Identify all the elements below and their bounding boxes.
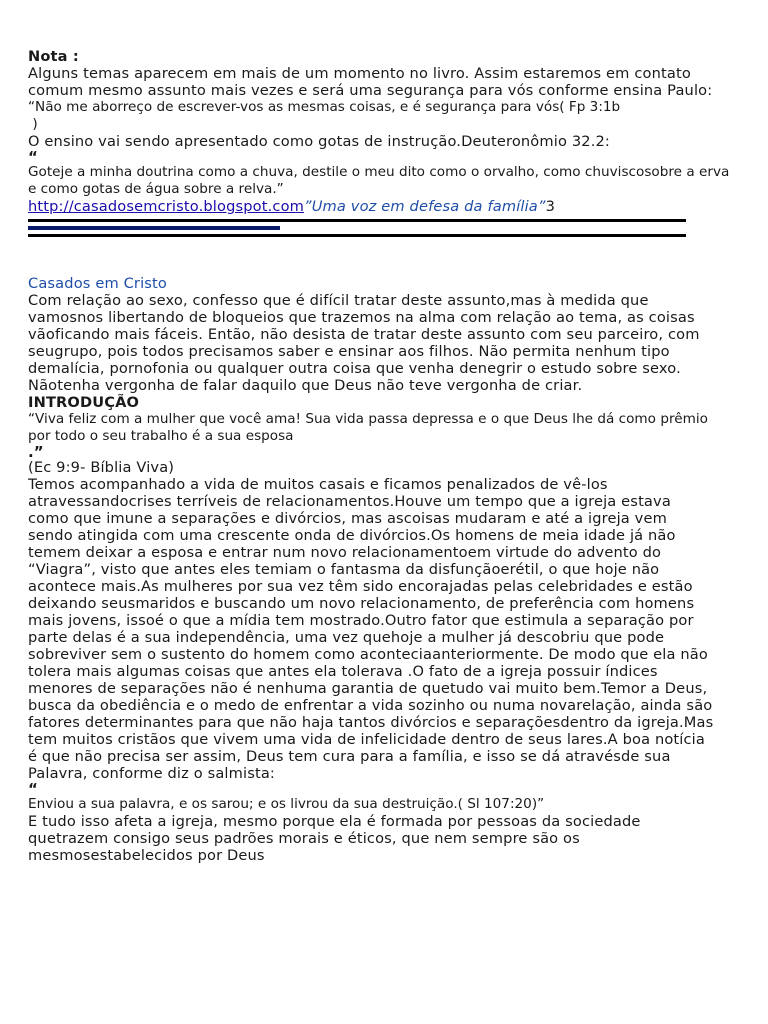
- paragraph2-line-8: deixando seusmaridos e buscando um novo relacionamento, de preferência com homens: [28, 595, 695, 612]
- paragraph2-line-12: tolera mais algumas coisas que antes ela tolerava .O fato de a igreja possuir índices: [28, 663, 658, 680]
- note-quote-line-1: “Não me aborreço de escrever-vos as mesmas coisas, e é segurança para vós( Fp 3:1b: [28, 99, 621, 115]
- paragraph2-line-16: tem muitos cristãos que vivem uma vida de infelicidade dentro de seus lares.A boa notícia: [28, 731, 705, 748]
- paragraph1-line-6: Nãotenha vergonha de falar daquilo que Deus não teve vergonha de criar.: [28, 377, 583, 394]
- paragraph3-line-2: quetrazem consigo seus padrões morais e éticos, que nem sempre são os: [28, 830, 580, 847]
- note-deuteronomy-line: O ensino vai sendo apresentado como gotas de instrução.Deuteronômio 32.2:: [28, 133, 610, 150]
- paragraph2-line-18: Palavra, conforme diz o salmista:: [28, 765, 275, 782]
- intro-quote-line-1: “Viva feliz com a mulher que você ama! Sua vida passa depressa e o que Deus lhe dá como prêmio: [28, 411, 708, 427]
- paragraph2-line-3: como que imune a separações e divórcios, mas ascoisas mudaram e até a igreja vem: [28, 510, 667, 527]
- psalm-quote: Enviou a sua palavra, e os sarou; e os livrou da sua destruição.( Sl 107:20)”: [28, 796, 545, 812]
- paragraph2-line-17: é que não precisa ser assim, Deus tem cura para a família, e isso se dá atravésde sua: [28, 748, 671, 765]
- separator-rule-accent: [28, 226, 280, 230]
- intro-title: INTRODUÇÃO: [28, 394, 140, 411]
- separator-rules: [28, 217, 744, 245]
- paragraph2-line-2: atravessandocrises terríveis de relacionamentos.Houve um tempo que a igreja estava: [28, 493, 671, 510]
- intro-reference: (Ec 9:9- Bíblia Viva): [28, 459, 175, 476]
- blog-link-number: 3: [545, 198, 556, 215]
- psalm-quote-mark: “: [28, 782, 38, 796]
- paragraph1-line-1: Com relação ao sexo, confesso que é difícil tratar deste assunto,mas à medida que: [28, 292, 649, 309]
- blog-link-subtitle: ”Uma voz em defesa da família”: [304, 198, 546, 215]
- paragraph3-line-1: E tudo isso afeta a igreja, mesmo porque ela é formada por pessoas da sociedade: [28, 813, 641, 830]
- paragraph2-line-11: sobreviver sem o sustento do homem como aconteciaanteriormente. De modo que ela não: [28, 646, 708, 663]
- chapter-heading: Casados em Cristo: [28, 275, 167, 292]
- paragraph2-line-7: acontece mais.As mulheres por sua vez têm sido encorajadas pelas celebridades e estão: [28, 578, 693, 595]
- paragraph2-line-1: Temos acompanhado a vida de muitos casais e ficamos penalizados de vê-los: [28, 476, 608, 493]
- separator-rule-bottom: [28, 234, 686, 237]
- note-title: Nota :: [28, 48, 79, 65]
- paragraph3-line-3: mesmosestabelecidos por Deus: [28, 847, 265, 864]
- paragraph1-line-2: vamosnos libertando de bloqueios que trazemos na alma com relação ao tema, as coisas: [28, 309, 695, 326]
- separator-rule-top: [28, 219, 686, 222]
- paragraph2-line-9: mais jovens, issoé o que a mídia tem mostrado.Outro fator que estimula a separação por: [28, 612, 694, 629]
- paragraph2-line-10: parte delas é a sua independência, uma vez quehoje a mulher já descobriu que pode: [28, 629, 665, 646]
- section-spacer: [28, 245, 744, 275]
- note-line-1: Alguns temas aparecem em mais de um momento no livro. Assim estaremos em contato: [28, 65, 691, 82]
- paragraph1-line-5: demalícia, pornofonia ou qualquer outra coisa que venha denegrir o estudo sobre sexo.: [28, 360, 681, 377]
- note-quote2-line-2: e como gotas de água sobre a relva.”: [28, 181, 284, 197]
- intro-quote-line-2: por todo o seu trabalho é a sua esposa: [28, 428, 294, 444]
- paragraph2-line-6: “Viagra”, visto que antes eles temiam o fantasma da disfunçãoerétil, o que hoje não: [28, 561, 660, 578]
- paragraph2-line-15: fatores determinantes para que não haja tantos divórcios e separaçõesdentro da igreja.Mas: [28, 714, 714, 731]
- document-page: [28, 48, 744, 864]
- paragraph2-line-14: busca da obediência e o medo de enfrentar a vida sozinho ou numa novarelação, ainda são: [28, 697, 713, 714]
- note-quote-mark: “: [28, 150, 38, 164]
- blog-link[interactable]: http://casadosemcristo.blogspot.com: [28, 198, 305, 215]
- note-quote-line-2: ): [28, 116, 38, 132]
- note-line-2: comum mesmo assunto mais vezes e será uma segurança para vós conforme ensina Paulo:: [28, 82, 713, 99]
- paragraph1-line-4: seugrupo, pois todos precisamos saber e ensinar aos filhos. Não permita nenhum tipo: [28, 343, 670, 360]
- paragraph1-line-3: vãoficando mais fáceis. Então, não desista de tratar deste assunto com seu parceiro, com: [28, 326, 700, 343]
- paragraph2-line-4: sendo atingida com uma crescente onda de divórcios.Os homens de meia idade já não: [28, 527, 676, 544]
- blog-link-line: [28, 198, 744, 215]
- intro-quote-end: .”: [28, 445, 44, 459]
- paragraph2-line-5: temem deixar a esposa e entrar num novo relacionamentoem virtude do advento do: [28, 544, 662, 561]
- paragraph2-line-13: menores de separações não é nenhuma garantia de quetudo vai muito bem.Temor a Deus,: [28, 680, 708, 697]
- note-quote2-line-1: Goteje a minha doutrina como a chuva, destile o meu dito como o orvalho, como chuviscosobre a erva: [28, 164, 730, 180]
